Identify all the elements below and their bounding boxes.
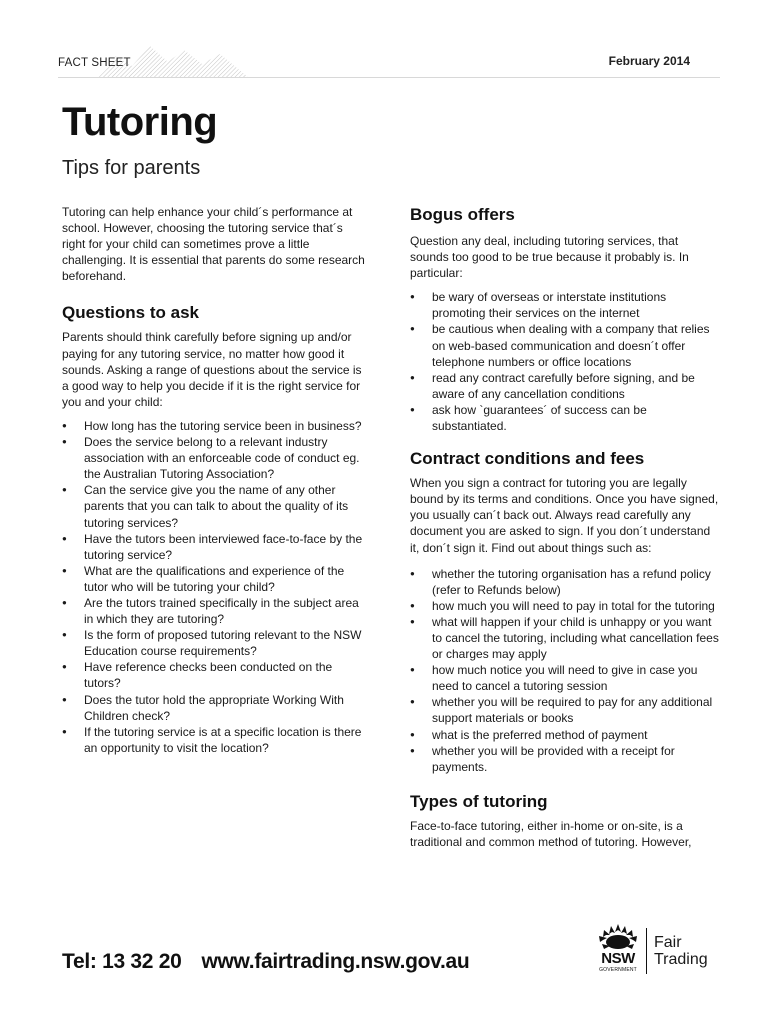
right-column <box>410 204 720 850</box>
logo-fair-word: Fair <box>654 934 682 951</box>
publication-date: February 2014 <box>608 54 690 68</box>
list-item: ● whether the tutoring organisation has a refund policy (refer to Refunds below) <box>410 566 720 598</box>
fact-sheet-label: FACT SHEET <box>58 57 131 69</box>
questions-heading: Questions to ask <box>62 303 199 323</box>
list-item: ● Does the tutor hold the appropriate Working With Children check? <box>62 692 366 724</box>
logo-nsw-text: NSW <box>601 950 635 967</box>
bogus-paragraph: Question any deal, including tutoring services, that sounds too good to be true because it probably is. In particular: <box>410 234 689 281</box>
list-item: ● Does the service belong to a relevant industry association with an enforceable code of conduct eg. the Australian Tutoring Association? <box>62 434 366 482</box>
list-item: ● what is the preferred method of payment <box>410 727 720 743</box>
contract-heading: Contract conditions and fees <box>410 449 645 469</box>
page-header <box>58 44 720 78</box>
contract-list <box>410 566 720 775</box>
waratah-icon <box>594 922 642 952</box>
bogus-list <box>410 289 720 434</box>
types-heading: Types of tutoring <box>410 791 548 811</box>
logo-government-text: GOVERNMENT <box>599 967 637 973</box>
footer-contact <box>62 950 469 974</box>
questions-list <box>62 418 366 756</box>
list-item: ● If the tutoring service is at a specific location is there an opportunity to visit the location? <box>62 724 366 756</box>
list-item: ● read any contract carefully before signing, and be aware of any cancellation conditions <box>410 370 720 402</box>
types-paragraph: Face-to-face tutoring, either in-home or on-site, is a traditional and common method of tutoring. However, <box>410 818 692 849</box>
list-item: ● Can the service give you the name of any other parents that you can talk to about the quality of its tutoring services? <box>62 482 366 530</box>
left-column <box>62 204 366 756</box>
list-item: ● whether you will be provided with a receipt for payments. <box>410 743 720 775</box>
logo-fair-trading-text <box>654 934 708 968</box>
logo-trading-word: Trading <box>654 951 708 968</box>
bogus-heading: Bogus offers <box>410 205 515 224</box>
website-link[interactable]: www.fairtrading.nsw.gov.au <box>201 950 470 973</box>
logo-divider <box>646 928 647 974</box>
list-item: ● What are the qualifications and experience of the tutor who will be tutoring your child? <box>62 563 366 595</box>
list-item: ● be wary of overseas or interstate institutions promoting their services on the internet <box>410 289 720 321</box>
questions-paragraph: Parents should think carefully before signing up and/or paying for any tutoring service, no matter how good it sounds. Asking a range of questions about the service is a good way to help you decide if it is the right service for you and your child: <box>62 330 362 409</box>
list-item: ● Have the tutors been interviewed face-to-face by the tutoring service? <box>62 531 366 563</box>
nsw-fair-trading-logo <box>594 922 718 978</box>
list-item: ● How long has the tutoring service been in business? <box>62 418 366 434</box>
list-item: ● Is the form of proposed tutoring relevant to the NSW Education course requirements? <box>62 627 366 659</box>
contract-paragraph: When you sign a contract for tutoring you are legally bound by its terms and conditions. Once you have signed, you usually can´t back out. Always read carefully any document you are asked to sign. If you don´t understand it, don´t sign it. Find out about things such as: <box>410 476 719 555</box>
intro-paragraph: Tutoring can help enhance your child´s performance at school. However, choosing the tutoring service that´s right for your child can sometimes prove a little challenging. It is essential that parents do some research beforehand. <box>62 205 365 284</box>
page-title: Tutoring <box>62 100 218 144</box>
list-item: ● what will happen if your child is unhappy or you want to cancel the tutoring, including what cancellation fees or charges may apply <box>410 614 720 662</box>
phone-number: Tel: 13 32 20 <box>62 950 182 973</box>
list-item: ● Are the tutors trained specifically in the subject area in which they are tutoring? <box>62 595 366 627</box>
page-subtitle: Tips for parents <box>62 157 201 179</box>
list-item: ● ask how `guarantees´ of success can be substantiated. <box>410 402 720 434</box>
list-item: ● whether you will be required to pay for any additional support materials or books <box>410 694 720 726</box>
list-item: ● be cautious when dealing with a company that relies on web-based communication and doesn´t offer telephone numbers or office locations <box>410 321 720 369</box>
list-item: ● how much you will need to pay in total for the tutoring <box>410 598 720 614</box>
list-item: ● how much notice you will need to give in case you need to cancel a tutoring session <box>410 662 720 694</box>
list-item: ● Have reference checks been conducted on the tutors? <box>62 659 366 691</box>
